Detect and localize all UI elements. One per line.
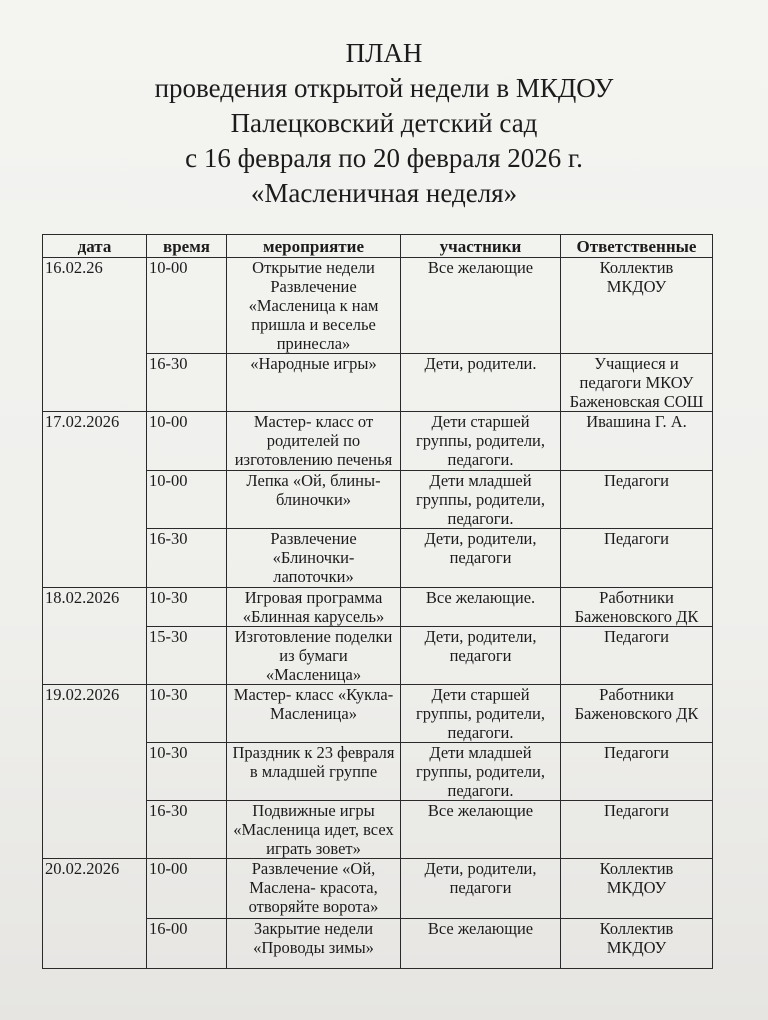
participants-text: Дети старшей группы, родители, педагоги. xyxy=(415,412,546,469)
event-text: Мастер- класс от родителей по изготовлению печенья xyxy=(234,412,393,469)
responsible-cell xyxy=(561,471,713,529)
participants-text: Все желающие xyxy=(427,258,534,277)
participants-text: Дети, родители, педагоги xyxy=(424,627,537,665)
responsible-text: Ивашина Г. А. xyxy=(586,412,687,431)
event-text: «Народные игры» xyxy=(250,354,377,373)
responsible-cell xyxy=(561,258,713,354)
time-cell: 10-30 xyxy=(147,743,227,801)
header-event: мероприятие xyxy=(227,235,401,258)
event-text: Развлечение «Ой, Маслена- красота, отворяйте ворота» xyxy=(248,859,379,916)
event-cell xyxy=(227,919,401,969)
participants-text: Дети, родители, педагоги xyxy=(424,529,537,567)
participants-text: Дети младшей группы, родители, педагоги. xyxy=(415,471,546,528)
header-responsible: Ответственные xyxy=(561,235,713,258)
participants-cell xyxy=(401,743,561,801)
time-cell: 10-30 xyxy=(147,588,227,627)
responsible-cell xyxy=(561,588,713,627)
responsible-text: Учащиеся и педагоги МКОУ Баженовская СОШ xyxy=(569,354,704,411)
responsible-cell xyxy=(561,627,713,685)
date-cell: 20.02.2026 xyxy=(43,859,147,969)
responsible-text: Работники Баженовского ДК xyxy=(574,685,699,723)
time-cell: 10-00 xyxy=(147,471,227,529)
date-cell: 19.02.2026 xyxy=(43,685,147,859)
participants-text: Все желающие xyxy=(427,919,534,938)
table-row xyxy=(43,685,713,743)
title-line: с 16 февраля по 20 февраля 2026 г. xyxy=(185,143,583,173)
responsible-cell xyxy=(561,801,713,859)
event-text: Открытие недели Развлечение «Масленица к нам пришла и веселье принесла» xyxy=(248,258,379,353)
event-cell xyxy=(227,627,401,685)
responsible-text: Работники Баженовского ДК xyxy=(574,588,699,626)
event-cell xyxy=(227,412,401,471)
responsible-cell xyxy=(561,743,713,801)
responsible-cell xyxy=(561,529,713,588)
responsible-cell xyxy=(561,919,713,969)
event-text: Праздник к 23 февраля в младшей группе xyxy=(232,743,395,781)
responsible-text: Коллектив МКДОУ xyxy=(599,919,674,957)
event-cell xyxy=(227,859,401,919)
responsible-text: Педагоги xyxy=(604,471,669,490)
event-text: Мастер- класс «Кукла- Масленица» xyxy=(233,685,394,723)
table-row xyxy=(43,588,713,627)
header-date: дата xyxy=(43,235,147,258)
table-row xyxy=(43,859,713,919)
responsible-text: Педагоги xyxy=(604,529,669,548)
participants-cell xyxy=(401,588,561,627)
participants-text: Дети младшей группы, родители, педагоги. xyxy=(415,743,546,800)
time-cell: 10-30 xyxy=(147,685,227,743)
table-row xyxy=(43,258,713,354)
time-cell: 10-00 xyxy=(147,859,227,919)
responsible-text: Педагоги xyxy=(604,627,669,646)
responsible-cell xyxy=(561,412,713,471)
event-cell xyxy=(227,588,401,627)
event-cell xyxy=(227,529,401,588)
title-line: Палецковский детский сад xyxy=(230,108,538,138)
time-cell: 10-00 xyxy=(147,412,227,471)
participants-text: Дети, родители, педагоги xyxy=(424,859,537,897)
event-text: Игровая программа «Блинная карусель» xyxy=(242,588,385,626)
participants-cell xyxy=(401,801,561,859)
event-cell xyxy=(227,354,401,412)
event-cell xyxy=(227,685,401,743)
responsible-text: Педагоги xyxy=(604,743,669,762)
responsible-cell xyxy=(561,685,713,743)
responsible-text: Педагоги xyxy=(604,801,669,820)
participants-cell xyxy=(401,258,561,354)
time-cell: 15-30 xyxy=(147,627,227,685)
responsible-text: Коллектив МКДОУ xyxy=(599,258,674,296)
title-line: проведения открытой недели в МКДОУ xyxy=(154,73,614,103)
participants-cell xyxy=(401,412,561,471)
time-cell: 16-30 xyxy=(147,354,227,412)
table-header-row xyxy=(43,235,713,258)
header-participants: участники xyxy=(401,235,561,258)
participants-text: Все желающие xyxy=(427,801,534,820)
event-text: Закрытие недели «Проводы зимы» xyxy=(253,919,374,957)
participants-cell xyxy=(401,859,561,919)
event-cell xyxy=(227,258,401,354)
title-line: «Масленичная неделя» xyxy=(250,178,518,208)
participants-cell xyxy=(401,685,561,743)
date-cell: 17.02.2026 xyxy=(43,412,147,588)
header-time: время xyxy=(147,235,227,258)
participants-cell xyxy=(401,919,561,969)
participants-cell xyxy=(401,529,561,588)
schedule-table xyxy=(42,234,713,969)
event-text: Лепка «Ой, блины- блиночки» xyxy=(246,471,381,509)
event-cell xyxy=(227,743,401,801)
document-title xyxy=(0,36,768,211)
responsible-cell xyxy=(561,354,713,412)
event-text: Изготовление поделки из бумаги «Масленица» xyxy=(234,627,393,684)
event-cell xyxy=(227,801,401,859)
participants-cell xyxy=(401,471,561,529)
participants-cell xyxy=(401,627,561,685)
time-cell: 16-30 xyxy=(147,801,227,859)
participants-text: Все желающие. xyxy=(425,588,536,607)
time-cell: 16-00 xyxy=(147,919,227,969)
event-text: Развлечение «Блиночки- лапоточки» xyxy=(270,529,357,586)
event-cell xyxy=(227,471,401,529)
participants-cell xyxy=(401,354,561,412)
date-cell: 18.02.2026 xyxy=(43,588,147,685)
responsible-text: Коллектив МКДОУ xyxy=(599,859,674,897)
title-line: ПЛАН xyxy=(345,38,423,68)
responsible-cell xyxy=(561,859,713,919)
event-text: Подвижные игры «Масленица идет, всех играть зовет» xyxy=(233,801,394,858)
date-cell: 16.02.26 xyxy=(43,258,147,412)
table-row xyxy=(43,412,713,471)
participants-text: Дети, родители. xyxy=(424,354,537,373)
time-cell: 16-30 xyxy=(147,529,227,588)
time-cell: 10-00 xyxy=(147,258,227,354)
participants-text: Дети старшей группы, родители, педагоги. xyxy=(415,685,546,742)
